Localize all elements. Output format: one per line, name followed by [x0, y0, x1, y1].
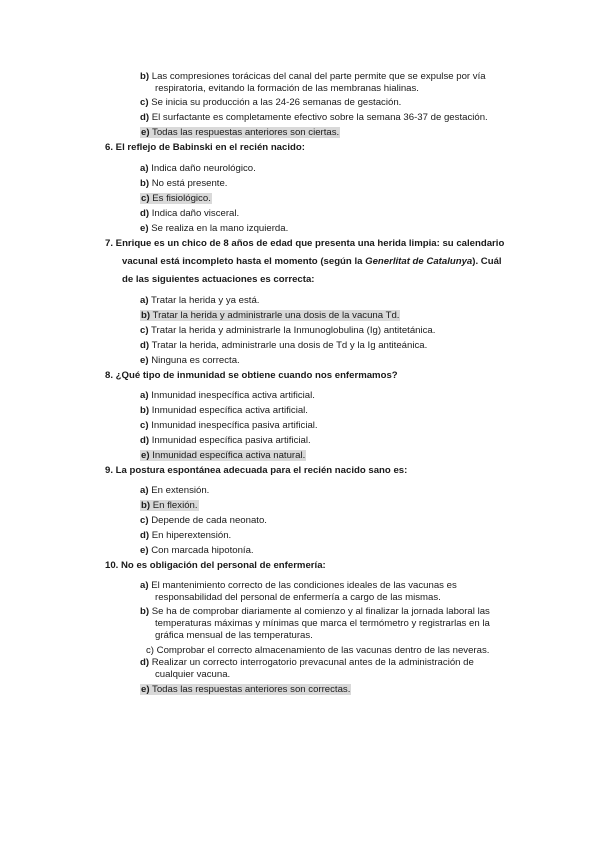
q8-option-e: e) Inmunidad específica activa natural.	[141, 450, 306, 461]
q8-option-d: d) Inmunidad específica pasiva artificial.	[140, 435, 311, 446]
q8-option-a: a) Inmunidad inespecífica activa artificial.	[140, 390, 315, 401]
q7-title-line2: vacunal está incompleto hasta el momento (según la Generlitat de Catalunya). Cuál	[122, 256, 502, 267]
q8-option-c: c) Inmunidad inespecífica pasiva artificial.	[140, 420, 318, 431]
q7-option-b: b) Tratar la herida y administrarle una dosis de la vacuna Td.	[141, 310, 400, 321]
q8-title: 8. ¿Qué tipo de inmunidad se obtiene cuando nos enfermamos?	[105, 370, 398, 381]
q10-option-b-cont1: temperaturas máximas y mínimas que marca el termómetro y registrarlas en la	[155, 618, 490, 629]
q9-option-e: e) Con marcada hipotonía.	[140, 545, 254, 556]
q10-option-a-cont: responsabilidad del personal de enfermería a cargo de las mismas.	[155, 592, 441, 603]
q10-option-d-cont: cualquier vacuna.	[155, 669, 231, 680]
q6-option-a: a) Indica daño neurológico.	[140, 163, 256, 174]
q5-option-e: e) Todas las respuestas anteriores son ciertas.	[141, 127, 340, 138]
q5-option-c: c) Se inicia su producción a las 24-26 semanas de gestación.	[140, 97, 402, 108]
q10-title: 10. No es obligación del personal de enfermería:	[105, 560, 326, 571]
q10-option-a: a) El mantenimiento correcto de las condiciones ideales de las vacunas es	[140, 580, 457, 591]
q5-option-d: d) El surfactante es completamente efectivo sobre la semana 36-37 de gestación.	[140, 112, 488, 123]
q10-option-b-cont2: gráfica mensual de las temperaturas.	[155, 630, 313, 641]
q10-option-c: c) Comprobar el correcto almacenamiento de las vacunas dentro de las neveras.	[146, 645, 490, 656]
q7-option-c: c) Tratar la herida y administrarle la Inmunoglobulina (Ig) antitetánica.	[140, 325, 436, 336]
q10-option-b: b) Se ha de comprobar diariamente al comienzo y al finalizar la jornada laboral las	[140, 606, 490, 617]
q7-option-d: d) Tratar la herida, administrarle una dosis de Td y la Ig antiteánica.	[140, 340, 428, 351]
q9-option-b: b) En flexión.	[141, 500, 198, 511]
q5-option-b: b) Las compresiones torácicas del canal del parte permite que se expulse por vía	[140, 71, 486, 82]
q9-option-d: d) En hiperextensión.	[140, 530, 232, 541]
q5-option-b-cont: respiratoria, evitando la formación de las membranas hialinas.	[155, 83, 419, 94]
q7-title-line3: de las siguientes actuaciones es correcta:	[122, 274, 315, 285]
q6-option-d: d) Indica daño visceral.	[140, 208, 240, 219]
q7-option-a: a) Tratar la herida y ya está.	[140, 295, 260, 306]
q6-option-e: e) Se realiza en la mano izquierda.	[140, 223, 289, 234]
q6-title: 6. El reflejo de Babinski en el recién nacido:	[105, 142, 305, 153]
q9-title: 9. La postura espontánea adecuada para el recién nacido sano es:	[105, 465, 408, 476]
q10-option-e: e) Todas las respuestas anteriores son correctas.	[141, 684, 351, 695]
q9-option-a: a) En extensión.	[140, 485, 210, 496]
q8-option-b: b) Inmunidad específica activa artificial.	[140, 405, 308, 416]
q10-option-d: d) Realizar un correcto interrogatorio prevacunal antes de la administración de	[140, 657, 474, 668]
q7-title-line1: 7. Enrique es un chico de 8 años de edad que presenta una herida limpia: su calendario	[105, 238, 505, 249]
q9-option-c: c) Depende de cada neonato.	[140, 515, 267, 526]
q6-option-b: b) No está presente.	[140, 178, 228, 189]
q7-option-e: e) Ninguna es correcta.	[140, 355, 240, 366]
q6-option-c: c) Es fisiológico.	[141, 193, 211, 204]
